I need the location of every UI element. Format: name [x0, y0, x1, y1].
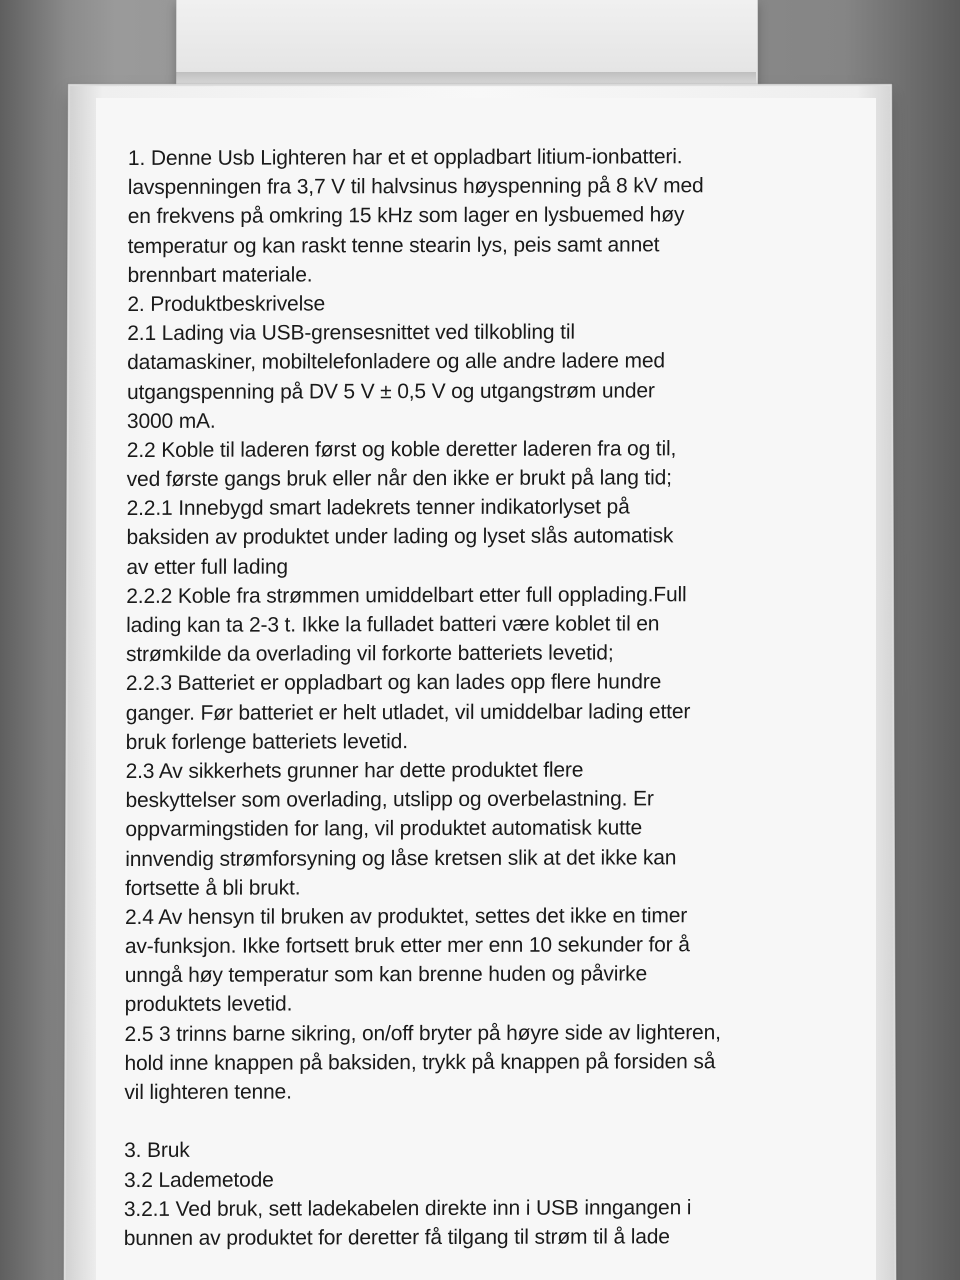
text-line-20: ganger. Før batteriet er helt utladet, vil umiddelbar lading etter — [125, 699, 691, 725]
blank-line — [124, 1105, 834, 1136]
text-line-10: 3000 mA. — [126, 409, 216, 433]
text-line-37: 3.2.1 Ved bruk, sett ladekabelen direkte inn i USB inngangen i — [123, 1195, 692, 1221]
text-line-36: 3.2 Lademetode — [123, 1168, 274, 1192]
text-line-9: utgangspenning på DV 5 V ± 0,5 V og utgangstrøm under — [127, 378, 655, 404]
text-line-7: 2.1 Lading via USB-grensesnittet ved tilkobling til — [127, 320, 575, 346]
text-line-27: 2.4 Av hensyn til bruken av produktet, settes det ikke en timer — [124, 904, 688, 929]
text-line-12: ved første gangs bruk eller når den ikke er brukt på lang tid; — [126, 466, 672, 492]
text-line-24: oppvarmingstiden for lang, vil produktet automatisk kutte — [125, 816, 643, 842]
text-line-8: datamaskiner, mobiltelefonladere og alle andre ladere med — [127, 349, 665, 375]
text-line-2: lavspenningen fra 3,7 V til halvsinus høyspenning på 8 kV med — [127, 174, 704, 200]
text-line-5: brennbart materiale. — [127, 263, 313, 287]
text-line-16: 2.2.2 Koble fra strømmen umiddelbart etter full opplading.Full — [126, 583, 687, 608]
text-line-13: 2.2.1 Innebygd smart ladekrets tenner indikatorlyset på — [126, 495, 630, 521]
text-line-31: 2.5 3 trinns barne sikring, on/off bryter på høyre side av lighteren, — [124, 1020, 721, 1046]
text-line-33: vil lighteren tenne. — [124, 1080, 292, 1105]
text-line-17: lading kan ta 2-3 t. Ikke la fulladet batteri være koblet til en — [126, 612, 660, 638]
text-line-15: av etter full lading — [126, 555, 289, 579]
text-line-21: bruk forlenge batteriets levetid. — [125, 729, 408, 754]
text-line-11: 2.2 Koble til laderen først og koble deretter laderen fra og til, — [126, 437, 677, 462]
text-line-18: strømkilde da overlading vil forkorte batteriets levetid; — [125, 641, 614, 667]
text-line-4: temperatur og kan raskt tenne stearin lys, peis samt annet — [127, 232, 660, 258]
text-line-26: fortsette å bli brukt. — [125, 876, 301, 900]
text-line-6: 2. Produktbeskrivelse — [127, 292, 326, 316]
text-line-14: baksiden av produktet under lading og lyset slås automatisk — [126, 524, 674, 550]
text-line-35: 3. Bruk — [124, 1139, 190, 1163]
text-line-23: beskyttelser som overlading, utslipp og overbelastning. Er — [125, 787, 654, 813]
text-line-22: 2.3 Av sikkerhets grunner har dette produktet flere — [125, 758, 584, 783]
text-line-25: innvendig strømforsyning og låse kretsen slik at det ikke kan — [125, 845, 677, 871]
text-line-38: bunnen av produktet for deretter få tilgang til strøm til å lade — [123, 1225, 670, 1250]
text-line-19: 2.2.3 Batteriet er oppladbart og kan lades opp flere hundre — [125, 670, 662, 696]
text-line-3: en frekvens på omkring 15 kHz som lager en lysbuemed høy — [127, 203, 685, 229]
text-line-32: hold inne knappen på baksiden, trykk på knappen på forsiden så — [124, 1049, 716, 1075]
text-line-1: 1. Denne Usb Lighteren har et et oppladbart litium-ionbatteri. — [127, 145, 683, 171]
text-line-29: unngå høy temperatur som kan brenne huden og påvirke — [124, 962, 648, 988]
instruction-text-panel — [124, 142, 838, 1253]
text-line-28: av-funksjon. Ikke fortsett bruk etter mer enn 10 sekunder for å — [124, 933, 690, 959]
text-line-30: produktets levetid. — [124, 992, 293, 1017]
